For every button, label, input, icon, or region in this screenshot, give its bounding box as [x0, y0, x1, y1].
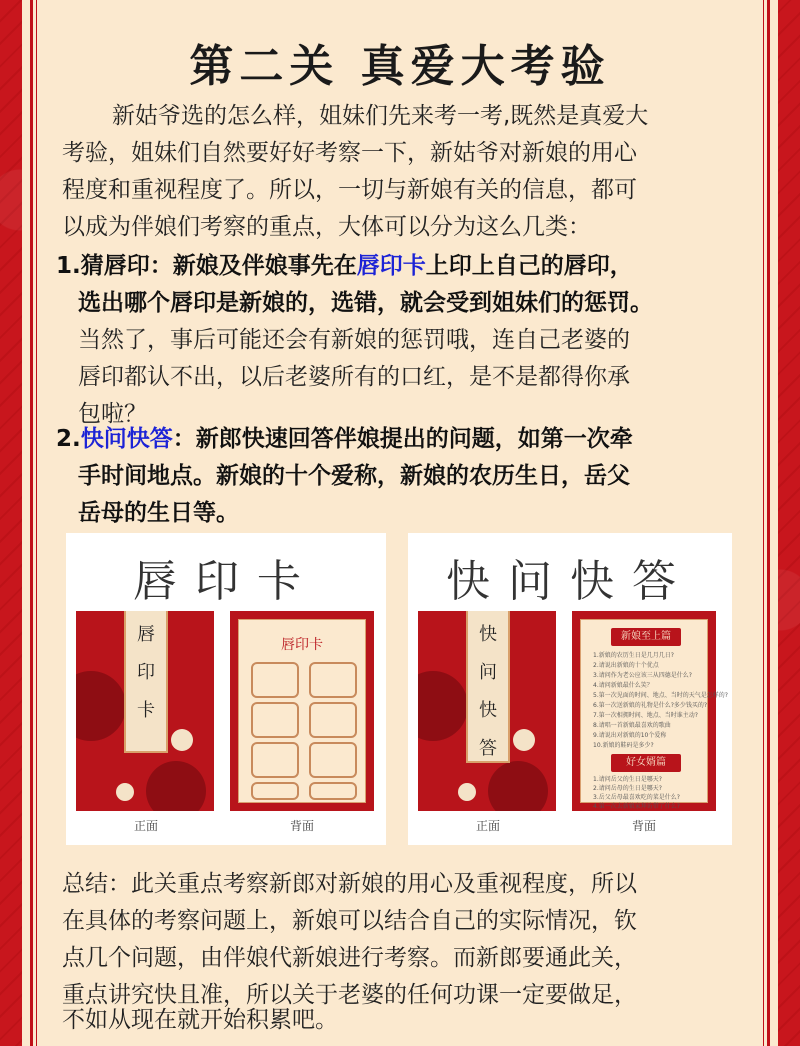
intro-line-3: 程度和重视程度了。所以，一切与新娘有关的信息，都可 — [62, 177, 637, 203]
banner-char: 卡 — [137, 700, 155, 721]
lip-box — [309, 662, 357, 698]
intro-line-1: 新姑爷选的怎么样，姐妹们先来考一考,既然是真爱大 — [112, 103, 649, 129]
lip-box — [251, 742, 299, 778]
flower-decoration — [488, 761, 548, 811]
quick-qa-title: 快问快答 — [446, 556, 694, 607]
banner-char: 印 — [137, 662, 155, 683]
item2-suffix: ：新郎快速回答伴娘提出的问题，如第一次牵 — [172, 426, 633, 452]
back-caption: 背面 — [289, 819, 314, 833]
banner-char: 问 — [479, 662, 497, 683]
summary-line-1: 总结：此关重点考察新郎对新娘的用心及重视程度，所以 — [62, 871, 637, 897]
question-line: 7.第一次相拥时间、地点、当时谁主动? — [593, 712, 698, 719]
item2-number: 2. — [56, 426, 81, 452]
lip-box — [251, 782, 299, 800]
banner-char: 快 — [479, 700, 497, 721]
front-caption: 正面 — [133, 819, 158, 833]
lip-box — [309, 742, 357, 778]
right-border-rail — [767, 0, 770, 1046]
item1-number: 1. — [56, 253, 81, 279]
lip-card-figure — [66, 533, 386, 845]
quick-qa-banner — [466, 611, 510, 763]
item1-line-2: 选出哪个唇印是新娘的，选错，就会受到姐妹们的惩罚。 — [78, 290, 653, 316]
item1-note-1: 当然了，事后可能还会有新娘的惩罚哦，连自己老婆的 — [78, 327, 630, 353]
blossom-decoration — [513, 729, 535, 751]
summary-line-4: 重点讲究快且准，所以关于老婆的任何功课一定要做足， — [62, 982, 637, 1008]
question-line: 3.岳父岳母最喜欢吃的菜是什么? — [593, 794, 680, 801]
page-title: 第二关 真爱大考验 — [189, 41, 611, 92]
item1-line-1 — [56, 248, 633, 285]
intro-line-4: 以成为伴娘们考察的重点，大体可以分为这么几类： — [62, 214, 591, 240]
lip-box — [251, 702, 299, 738]
question-line: 3.请问作为老公应该三从四德是什么? — [593, 672, 692, 679]
lip-card-back — [230, 611, 374, 811]
summary-line-2: 在具体的考察问题上，新娘可以结合自己的实际情况，钦 — [62, 908, 637, 934]
question-line: 5.第一次见面的时间、地点、当时的天气是怎样的? — [593, 692, 728, 699]
item1-note-2: 唇印都认不出，以后老婆所有的口红，是不是都得你承 — [78, 364, 630, 390]
flower-decoration — [76, 671, 126, 741]
left-border-rail-thin — [36, 0, 37, 1046]
summary-line-5: 不如从现在就开始积累吧。 — [62, 1007, 338, 1033]
blossom-decoration — [171, 729, 193, 751]
item1-prefix: 猜唇印：新娘及伴娘事先在 — [80, 253, 357, 279]
blossom-decoration — [458, 783, 476, 801]
question-line: 2.请问岳母的生日是哪天? — [593, 785, 662, 792]
quick-qa-link[interactable]: 快问快答 — [80, 426, 173, 452]
section-header-bride: 新娘至上篇 — [611, 628, 681, 646]
lip-card-banner — [124, 611, 168, 753]
quick-qa-front — [418, 611, 556, 811]
lip-box — [309, 702, 357, 738]
section-header-son-in-law: 好女婿篇 — [611, 754, 681, 772]
left-border-rail — [30, 0, 33, 1046]
question-line: 2.请说出新娘的十个优点 — [593, 662, 659, 669]
question-line: 4.第一次去新娘家拜访带了什么? — [593, 803, 680, 810]
lip-card-title: 唇印卡 — [133, 556, 319, 607]
banner-char: 答 — [479, 738, 497, 759]
flower-decoration — [146, 761, 206, 811]
right-border-rail-thin — [763, 0, 764, 1046]
lip-card-link[interactable]: 唇印卡 — [356, 253, 426, 279]
banner-char: 唇 — [137, 624, 155, 645]
item1-note-3: 包啦？ — [78, 401, 147, 427]
question-line: 8.请唱一首新娘最喜欢的歌曲 — [593, 722, 671, 729]
question-line: 1.新娘的农历生日是几月几日? — [593, 652, 674, 659]
banner-char: 快 — [479, 624, 497, 645]
lip-box — [309, 782, 357, 800]
item2-line-1 — [56, 421, 633, 458]
lip-box — [251, 662, 299, 698]
question-line: 6.第一次送新娘的礼物是什么?多少钱买的? — [593, 702, 708, 709]
question-line: 9.请说出对新娘的10个爱称 — [593, 732, 667, 739]
question-line: 10.新娘的鞋码是多少? — [593, 742, 654, 749]
quick-qa-figure — [408, 533, 732, 845]
item1-suffix: 上印上自己的唇印， — [425, 253, 633, 279]
item2-line-3: 岳母的生日等。 — [78, 500, 239, 526]
quick-qa-back-panel — [580, 619, 728, 810]
question-line: 1.请问岳父的生日是哪天? — [593, 776, 662, 783]
blossom-decoration — [116, 783, 134, 801]
question-line: 4.请问新娘最什么笑？ — [593, 682, 653, 689]
front-caption: 正面 — [475, 819, 500, 833]
lip-card-back-panel — [238, 619, 366, 803]
back-caption: 背面 — [631, 819, 656, 833]
lip-card-front — [76, 611, 214, 811]
lip-card-back-title: 唇印卡 — [281, 637, 323, 653]
flower-decoration — [418, 671, 468, 741]
quick-qa-back — [572, 611, 728, 811]
summary-line-3: 点几个问题，由伴娘代新娘进行考察。而新郎要通此关， — [62, 945, 637, 971]
intro-line-2: 考验，姐妹们自然要好好考察一下，新姑爷对新娘的用心 — [62, 140, 637, 166]
item2-line-2: 手时间地点。新娘的十个爱称，新娘的农历生日，岳父 — [78, 463, 630, 489]
